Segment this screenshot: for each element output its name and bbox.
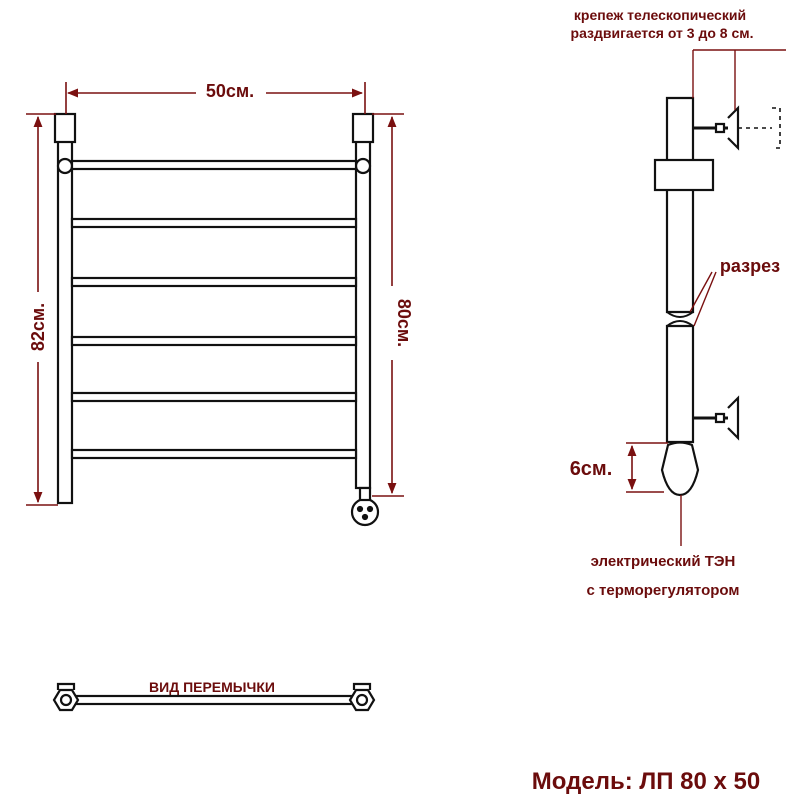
mount-label-line1: крепеж телескопический bbox=[573, 7, 747, 23]
rung-2 bbox=[72, 219, 356, 227]
rung-4 bbox=[72, 337, 356, 345]
model-caption: Модель: ЛП 80 х 50 bbox=[531, 768, 761, 795]
side-heater bbox=[662, 443, 698, 496]
rung-3 bbox=[72, 278, 356, 286]
left-top-cap bbox=[55, 114, 75, 142]
side-view bbox=[655, 98, 780, 495]
rung-6 bbox=[72, 450, 356, 458]
heater-neck bbox=[360, 488, 370, 500]
cut-break bbox=[667, 312, 693, 326]
heater-label-line1: электрический ТЭН bbox=[590, 553, 736, 570]
cut-label: разрез bbox=[719, 256, 781, 276]
right-top-fitting bbox=[356, 159, 370, 173]
jumper-view-label: ВИД ПЕРЕМЫЧКИ bbox=[149, 679, 275, 695]
heater-label-line2: с терморегулятором bbox=[586, 582, 740, 599]
mount-label-line2: раздвигается от 3 до 8 см. bbox=[570, 25, 754, 41]
rung-1 bbox=[72, 161, 356, 169]
side-collar bbox=[655, 160, 713, 190]
rung-5 bbox=[72, 393, 356, 401]
heater-socket bbox=[352, 499, 378, 525]
lower-wall-bracket bbox=[728, 398, 738, 438]
left-post bbox=[58, 128, 72, 503]
mount-leaders bbox=[693, 50, 786, 110]
dim-width-label: 50см. bbox=[205, 81, 255, 101]
right-top-cap bbox=[353, 114, 373, 142]
side-post-lower bbox=[667, 326, 693, 442]
side-post-upper bbox=[667, 98, 693, 312]
front-view bbox=[55, 114, 378, 525]
right-post bbox=[356, 128, 370, 488]
upper-wall-bracket bbox=[728, 108, 738, 148]
jumper-bar bbox=[72, 696, 358, 704]
left-top-fitting bbox=[58, 159, 72, 173]
dim-height-axis-label: 80см. bbox=[394, 298, 414, 348]
dim-height-total-label: 82см. bbox=[28, 302, 48, 352]
dim-bracket-offset-label: 6см. bbox=[569, 458, 613, 480]
